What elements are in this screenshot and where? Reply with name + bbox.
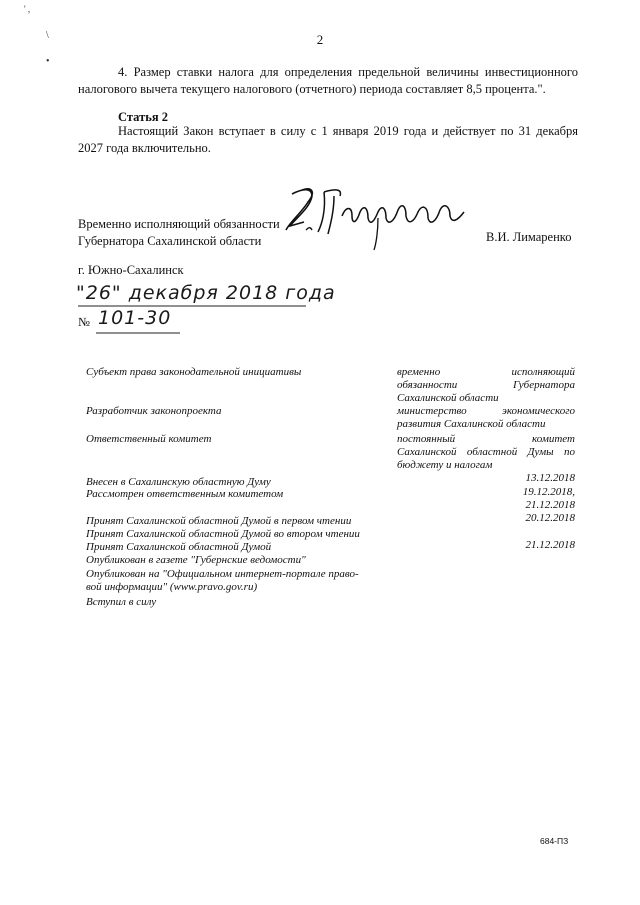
- corner-mark: ' ,: [24, 4, 31, 14]
- page-number: 2: [316, 32, 324, 47]
- margin-mark: \: [46, 30, 49, 41]
- handwritten-date: "26" декабря 2018 года: [76, 282, 336, 304]
- signature-image: [282, 182, 482, 252]
- introduced-label: Внесен в Сахалинскую областную Думу: [86, 476, 271, 488]
- developer-value-line: министерство экономического: [397, 405, 575, 417]
- number-label: №: [78, 315, 90, 329]
- introduced-date: 13.12.2018: [525, 472, 575, 484]
- effective-label: Вступил в силу: [86, 596, 157, 608]
- article-text: Настоящий Закон вступает в силу с 1 января 2019 года и действует по 31 декабря 2027 года включительно.: [78, 124, 578, 155]
- article-heading: Статья 2: [118, 110, 168, 124]
- first-reading-label: Принят Сахалинской областной Думой в первом чтении: [86, 515, 352, 527]
- signatory-title-line: Временно исполняющий обязанности: [78, 217, 280, 231]
- number-underline: [96, 331, 180, 335]
- developer-value-line: развития Сахалинской области: [397, 418, 546, 430]
- signatory-title: [78, 216, 280, 250]
- reviewed-label: Рассмотрен ответственным комитетом: [86, 488, 284, 500]
- published-newspaper-label: Опубликован в газете "Губернские ведомости": [86, 554, 306, 566]
- adopted-date: 21.12.2018: [525, 539, 575, 551]
- city-line: г. Южно-Сахалинск: [78, 263, 184, 277]
- signatory-title-line: Губернатора Сахалинской области: [78, 234, 262, 248]
- second-reading-label: Принят Сахалинской областной Думой во втором чтении: [86, 528, 360, 540]
- reviewed-date-2: 21.12.2018: [525, 499, 575, 511]
- subject-value-line: Сахалинской области: [397, 392, 499, 404]
- subject-value: [397, 366, 575, 405]
- signatory-name: В.И. Лимаренко: [486, 230, 572, 244]
- published-portal-line: вой информации" (www.pravo.gov.ru): [86, 581, 258, 593]
- handwritten-number: 101-30: [98, 307, 172, 329]
- margin-mark: •: [46, 56, 50, 67]
- document-code: 684-ПЗ: [540, 836, 569, 846]
- developer-label: Разработчик законопроекта: [86, 405, 222, 417]
- committee-value-line: Сахалинской областной Думы по: [397, 446, 575, 458]
- subject-value-line: временно исполняющий: [397, 366, 575, 378]
- committee-value-line: бюджету и налогам: [397, 459, 493, 471]
- first-reading-date: 20.12.2018: [525, 512, 575, 524]
- committee-label: Ответственный комитет: [86, 433, 212, 445]
- subject-label: Субъект права законодательной инициативы: [86, 366, 302, 378]
- developer-value: [397, 405, 575, 431]
- subject-value-line: обязанности Губернатора: [397, 379, 575, 391]
- article-item-4: 4. Размер ставки налога для определения предельной величины инвестиционного налогового вычета текущего налогового (отчетного) периода составляет 8,5 процента.".: [78, 65, 578, 96]
- adopted-label: Принят Сахалинской областной Думой: [86, 541, 272, 553]
- published-portal-label: [86, 568, 386, 594]
- reviewed-date-1: 19.12.2018,: [522, 486, 575, 498]
- committee-value-line: постоянный комитет: [397, 433, 575, 445]
- committee-value: [397, 433, 575, 472]
- published-portal-line: Опубликован на "Официальном интернет-портале право-: [86, 568, 359, 580]
